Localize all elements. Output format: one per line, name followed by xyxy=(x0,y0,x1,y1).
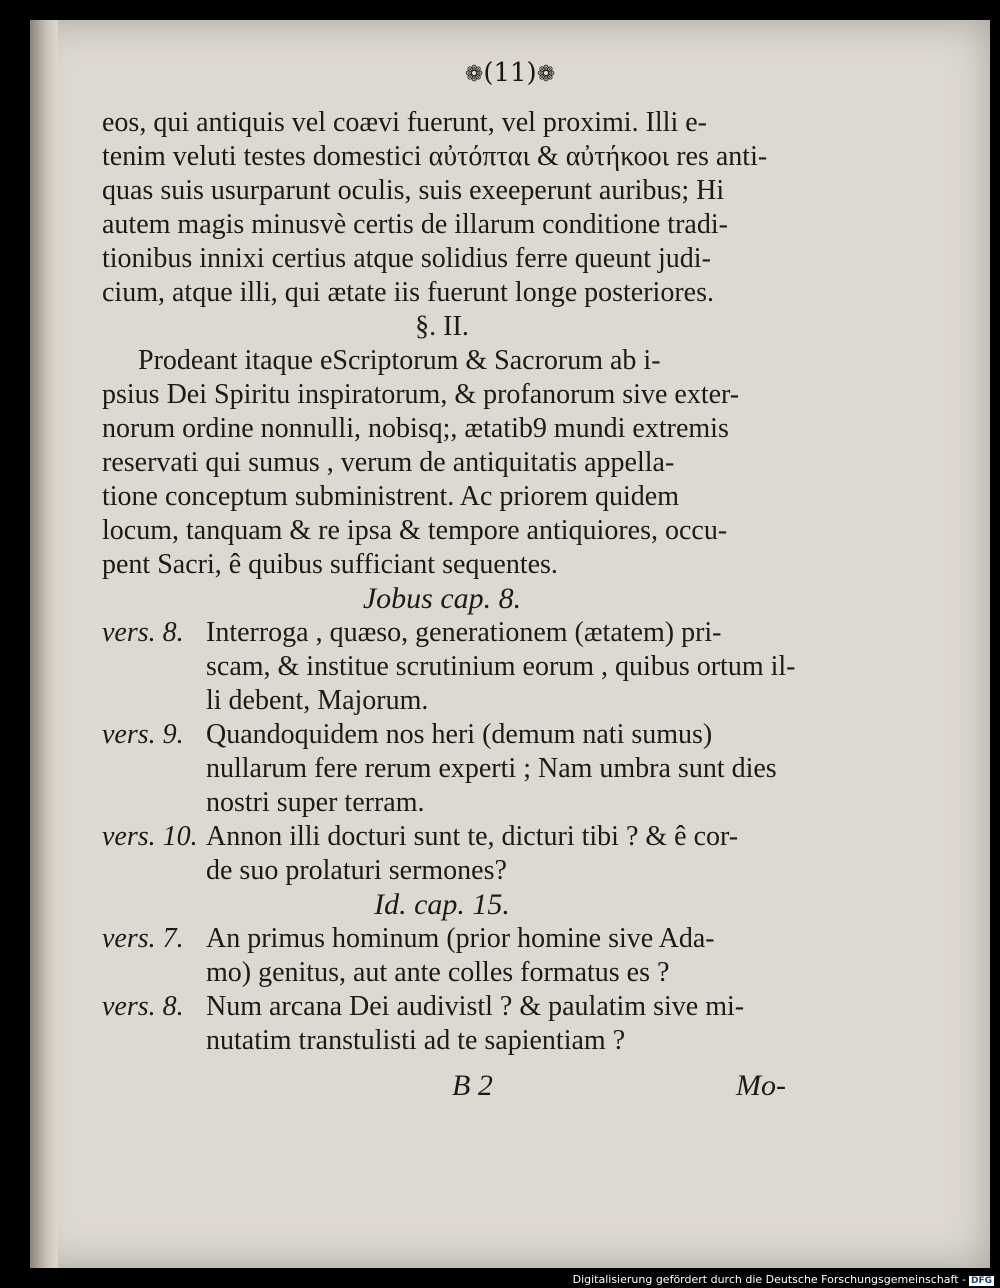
verse-text: de suo prolaturi sermones? xyxy=(206,855,507,886)
verse-row xyxy=(102,718,782,752)
page-number: (11) xyxy=(483,58,537,88)
ornament-left-icon: ❁ xyxy=(464,62,484,87)
verse-row xyxy=(102,616,782,650)
text-line: cium, atque illi, qui ætate iis fuerunt longe posteriores. xyxy=(102,277,714,308)
verse-row xyxy=(102,990,782,1024)
text-line: tionibus innixi certius atque solidius ferre queunt judi- xyxy=(102,243,711,274)
catchword: Mo- xyxy=(736,1069,786,1102)
dfg-credit-text: Digitalisierung gefördert durch die Deutsche Forschungsgemeinschaft - xyxy=(572,1273,966,1286)
text-line: norum ordine nonnulli, nobisq;, ætatib9 mundi extremis xyxy=(102,413,729,444)
verse-text: li debent, Majorum. xyxy=(206,685,429,716)
verse-text: nostri super terram. xyxy=(206,787,425,818)
text-line: locum, tanquam & re ipsa & tempore antiquiores, occu- xyxy=(102,515,728,546)
verse-text: An primus hominum (prior homine sive Ada- xyxy=(206,923,715,954)
verse-label: vers. 9. xyxy=(102,719,184,750)
verse-label: vers. 8. xyxy=(102,991,184,1022)
verse-row xyxy=(102,820,782,854)
verse-row xyxy=(102,922,782,956)
text-line: autem magis minusvè certis de illarum conditione tradi- xyxy=(102,209,728,240)
text-line: tenim veluti testes domestici αὐτόπται & αὐτήκοοι res anti- xyxy=(102,141,768,172)
page-gutter-shadow xyxy=(30,20,58,1268)
verse-label: vers. 10. xyxy=(102,821,198,852)
verse-text: nutatim transtulisti ad te sapientiam ? xyxy=(206,1025,626,1056)
verse-text: Annon illi docturi sunt te, dicturi tibi ? & ê cor- xyxy=(206,821,739,852)
page-header xyxy=(30,58,990,88)
ornament-right-icon: ❁ xyxy=(536,62,556,87)
verse-text: mo) genitus, aut ante colles formatus es ? xyxy=(206,957,670,988)
verse-text: Num arcana Dei audivistl ? & paulatim sive mi- xyxy=(206,991,745,1022)
section-title: §. II. xyxy=(415,311,469,342)
text-line: tione conceptum subministrent. Ac priorem quidem xyxy=(102,481,679,512)
verse-text: scam, & institue scrutinium eorum , quibus ortum il- xyxy=(206,651,796,682)
verse-label: vers. 8. xyxy=(102,617,184,648)
text-line: eos, qui antiquis vel coævi fuerunt, vel proximi. Illi e- xyxy=(102,107,707,138)
dfg-credit xyxy=(573,1273,994,1286)
book-page xyxy=(30,20,990,1268)
signature-mark: B 2 xyxy=(452,1069,493,1102)
verse-text: Quandoquidem nos heri (demum nati sumus) xyxy=(206,719,713,750)
chapter-heading-id-15: Id. cap. 15. xyxy=(374,888,510,921)
dfg-logo-icon: DFG xyxy=(970,1276,992,1286)
page-footer xyxy=(102,1066,786,1106)
verse-label: vers. 7. xyxy=(102,923,184,954)
verse-text: nullarum fere rerum experti ; Nam umbra sunt dies xyxy=(206,753,777,784)
text-line: psius Dei Spiritu inspiratorum, & profanorum sive exter- xyxy=(102,379,740,410)
page-body xyxy=(102,106,796,1106)
text-line: pent Sacri, ê quibus sufficiant sequentes. xyxy=(102,549,558,580)
text-line: Prodeant itaque eScriptorum & Sacrorum ab i- xyxy=(138,345,661,376)
verse-text: Interroga , quæso, generationem (ætatem) pri- xyxy=(206,617,722,648)
chapter-heading-job-8: Jobus cap. 8. xyxy=(362,582,522,615)
text-line: quas suis usurparunt oculis, suis exeeperunt auribus; Hi xyxy=(102,175,725,206)
text-line: reservati qui sumus , verum de antiquitatis appella- xyxy=(102,447,675,478)
